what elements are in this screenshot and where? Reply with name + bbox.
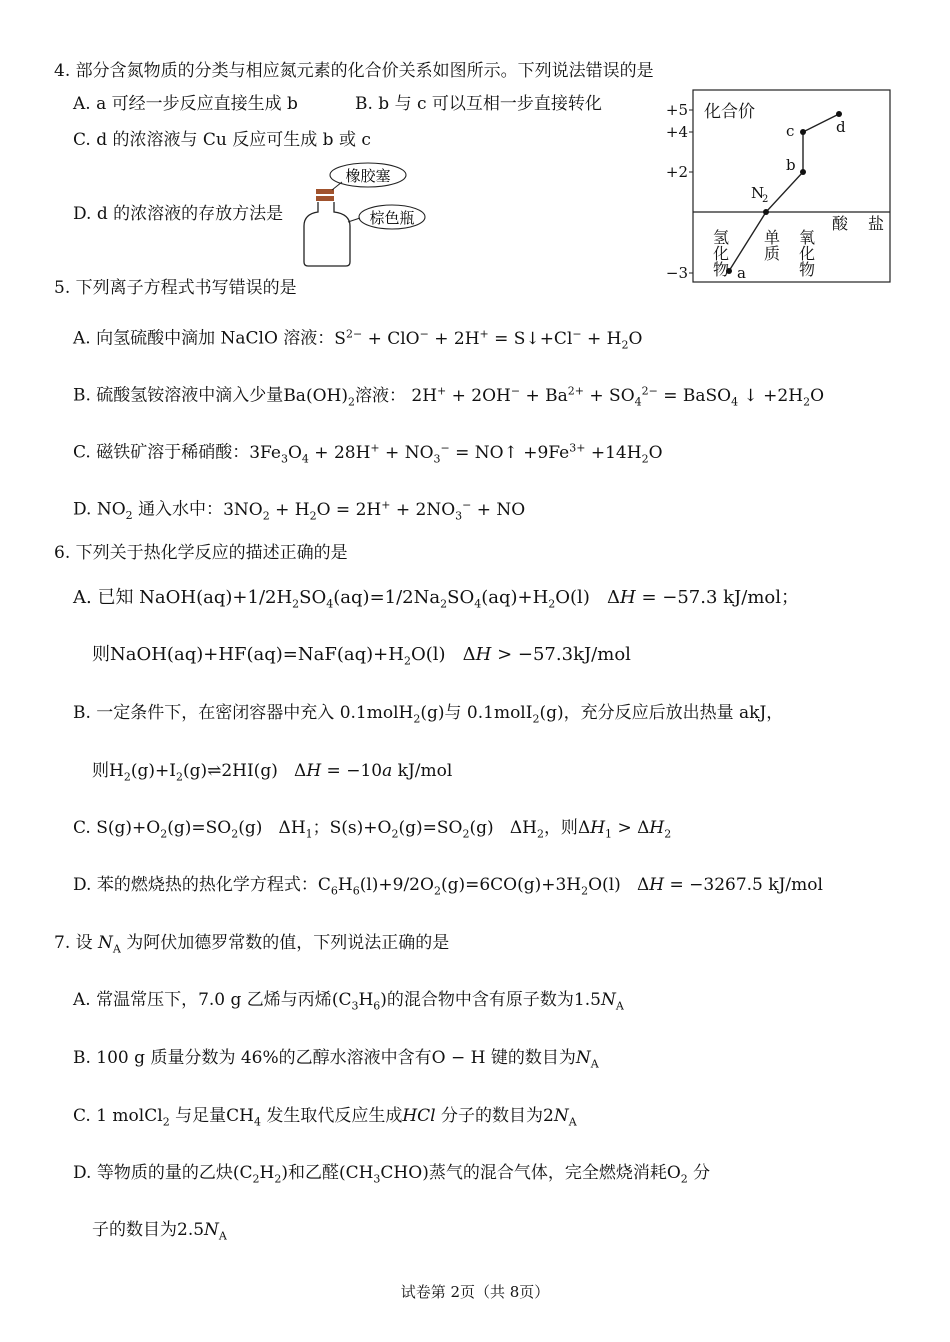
q6-a-prefix: A. 已知 (73, 587, 134, 608)
q6-option-c: C. $S(g)+O_2(g)=SO_2(g)$ $\Delta H_1$；$S(s)+O_2(g)=SO_2(g)$ $\Delta H_2$，则$\Delta H_1 > \Delta H_2$ (73, 818, 672, 841)
q7-option-c: C. 1 molCl$_2$ 与足量$CH_4$ 发生取代反应生成HCl 分子的数目为$2N_A$ (73, 1106, 577, 1129)
q5-c-equation: $3Fe_3O_4 + 28H^+ + NO_3^-$ = NO↑ $+9Fe^{3+} +14H_2O$ (249, 441, 663, 466)
q5-d-label: D. NO (73, 499, 126, 520)
category-oxide: 氧化物 (796, 229, 816, 277)
stopper-callout-line (332, 182, 342, 190)
q6-d-unit: kJ/mol (768, 875, 823, 895)
bottle-label: 棕色瓶 (369, 209, 415, 227)
q6-b-then: 则 (92, 761, 109, 781)
q7-d-line2: 子的数目为 (92, 1220, 177, 1240)
valence-diagram (664, 88, 896, 288)
q7-b-text: B. 100 g 质量分数为 46%的乙醇水溶液中含有 (73, 1048, 432, 1068)
point-d (836, 111, 842, 117)
tick-plus5: +5 (665, 101, 688, 119)
q7-d-mid: 和乙醛 (287, 1163, 339, 1183)
q6-option-d: D. 苯的燃烧热的热化学方程式：$C_6H_6(l)+9/2O_2(g)=6CO(g)+3H_2O(l) \Delta H = -3267.5$ kJ/mol (73, 875, 823, 898)
q6-c-prefix: C. (73, 818, 91, 838)
q5-option-d: D. $NO_2$ 通入水中：$3NO_2 + H_2O = 2H^+ + 2NO_3^-$ + NO (73, 498, 526, 523)
q4-option-c: C. d 的浓溶液与 Cu 反应可生成 b 或 c (73, 130, 371, 150)
bottle-illustration (298, 160, 428, 272)
category-acid: 酸 (832, 214, 849, 233)
q7-option-d: D. 等物质的量的乙炔$(C_2H_2)$和乙醛$(CH_3CHO)$蒸气的混合气体，完全燃烧消耗$O_2$ 分 (73, 1163, 711, 1186)
q6-a-then: 则 (92, 644, 110, 665)
q4-option-b: B. b 与 c 可以互相一步直接转化 (355, 94, 602, 114)
q5-option-a (73, 323, 642, 356)
stopper-band-top (316, 189, 334, 194)
q5-d-text: 通入水中： (138, 499, 224, 520)
q7-c-end: 分子的数目为 (441, 1106, 544, 1126)
q6-option-b: B. 一定条件下，在密闭容器中充入 0.1molH$_2$(g)与 0.1molI$_2$(g)，充分反应后放出热量 akJ， (73, 703, 784, 726)
q7-a-tail: 的混合物中含有原子数为 (386, 990, 574, 1010)
q7-option-d-line2: 子的数目为$2.5N_A$ (92, 1220, 227, 1243)
q7-d-text: D. 等物质的量的乙炔 (73, 1163, 233, 1183)
diagram-ylabel: 化合价 (704, 102, 755, 122)
q7-option-b: B. 100 g 质量分数为 46%的乙醇水溶液中含有O − H 键的数目为$N_A$ (73, 1048, 599, 1071)
q4-option-a: A. a 可经一步反应直接生成 b (73, 94, 298, 114)
tick-plus2: +2 (665, 163, 688, 181)
label-n2: N (751, 184, 765, 202)
q7-d-tail: 蒸气的混合气体，完全燃烧消耗 (428, 1163, 667, 1183)
valence-path (729, 114, 839, 271)
label-a: a (737, 264, 746, 282)
label-n2-sub: 2 (762, 194, 769, 205)
q7-b-tail: 键的数目为 (490, 1048, 576, 1068)
point-n2 (763, 209, 769, 215)
q5-b-label: B. 硫酸氢铵溶液中滴入少量 (73, 385, 284, 406)
bottle-callout-line (348, 218, 360, 222)
q6-a-unit2: kJ/mol (573, 644, 631, 665)
q6-option-a: A. 已知 $NaOH(aq)+1/2H_2SO_4(aq)=1/2Na_2SO_4(aq)+H_2O(l) \Delta H = -57.3$ kJ/mol； (73, 587, 799, 611)
q5-a-equation: $S^{2-} + ClO^- + 2H^+$ = S↓+Cl− + $H_2O$ (334, 327, 643, 352)
label-d: d (836, 118, 846, 136)
q7-d-end: 分 (693, 1163, 711, 1183)
q6-b-text: B. 一定条件下，在密闭容器中充入 0.1mol (73, 703, 399, 723)
q6-stem: 6. 下列关于热化学反应的描述正确的是 (54, 543, 348, 563)
q5-option-b (73, 380, 824, 413)
label-c: c (786, 122, 795, 140)
bottle-outline (304, 202, 350, 266)
q6-d-text: D. 苯的燃烧热的热化学方程式： (73, 875, 318, 895)
label-b: b (786, 156, 796, 174)
q7-c-text: C. 1 mol (73, 1106, 145, 1126)
q7-a-text: A. 常温常压下，7.0 g 乙烯与丙烯 (73, 990, 332, 1010)
category-element: 单质 (761, 229, 781, 261)
q5-d-equation: $3NO_2 + H_2O = 2H^+ + 2NO_3^-$ + NO (223, 498, 526, 523)
q4-option-d: D. d 的浓溶液的存放方法是 (73, 204, 284, 224)
q7-stem-a: 7. 设 (54, 933, 93, 953)
tick-plus4: +4 (665, 123, 688, 141)
q6-b-mid: 与 0.1mol (444, 703, 526, 723)
q5-c-label: C. 磁铁矿溶于稀硝酸： (73, 442, 250, 463)
q7-option-a: A. 常温常压下，7.0 g 乙烯与丙烯$(C_3H_6)$的混合物中含有原子数为$1.5N_A$ (73, 990, 624, 1013)
q6-option-b-line2: 则$H_2(g)+I_2(g)\rightleftharpoons 2HI(g) \Delta H = -10a$ kJ/mol (92, 761, 453, 784)
q7-c-mid: 与足量 (175, 1106, 227, 1126)
q6-a-unit: kJ/mol (723, 587, 781, 608)
category-hydride: 氢化物 (710, 229, 730, 277)
q6-option-a-line2: 则$NaOH(aq)+HF(aq)=NaF(aq)+H_2O(l) \Delta H > -57.3kJ/mol$ (92, 644, 631, 668)
page-footer: 试卷第 2页（共 8页） (400, 1283, 550, 1301)
q7-c-tail: 发生取代反应生成 (266, 1106, 403, 1126)
tick-minus3: −3 (665, 264, 688, 282)
q5-b-equation: $Ba(OH)_2$溶液： $2H^+ + 2OH^- + Ba^{2+} + SO_4^{2-}$ = BaSO$_4$ ↓ $+2H_2O$ (283, 384, 824, 409)
stopper-band-bottom (316, 196, 334, 201)
q5-stem: 5. 下列离子方程式书写错误的是 (54, 278, 297, 298)
q6-b-end: ，充分反应后放出热量 akJ， (563, 703, 784, 723)
q5-option-c (73, 437, 663, 470)
q7-stem: 7. 设 $N_A$ 为阿伏加德罗常数的值，下列说法正确的是 (54, 933, 450, 956)
q4-stem: 4. 部分含氮物质的分类与相应氮元素的化合价关系如图所示。下列说法错误的是 (54, 61, 654, 81)
q7-stem-b: 为阿伏加德罗常数的值，下列说法正确的是 (126, 933, 450, 953)
stopper-label: 橡胶塞 (345, 167, 391, 185)
q6-b-unit: kJ/mol (397, 761, 453, 781)
point-b (800, 169, 806, 175)
category-salt: 盐 (868, 214, 885, 233)
q6-c-then: ，则 (543, 818, 578, 838)
point-c (800, 129, 806, 135)
q5-a-label: A. 向氢硫酸中滴加 NaClO 溶液： (73, 328, 335, 349)
